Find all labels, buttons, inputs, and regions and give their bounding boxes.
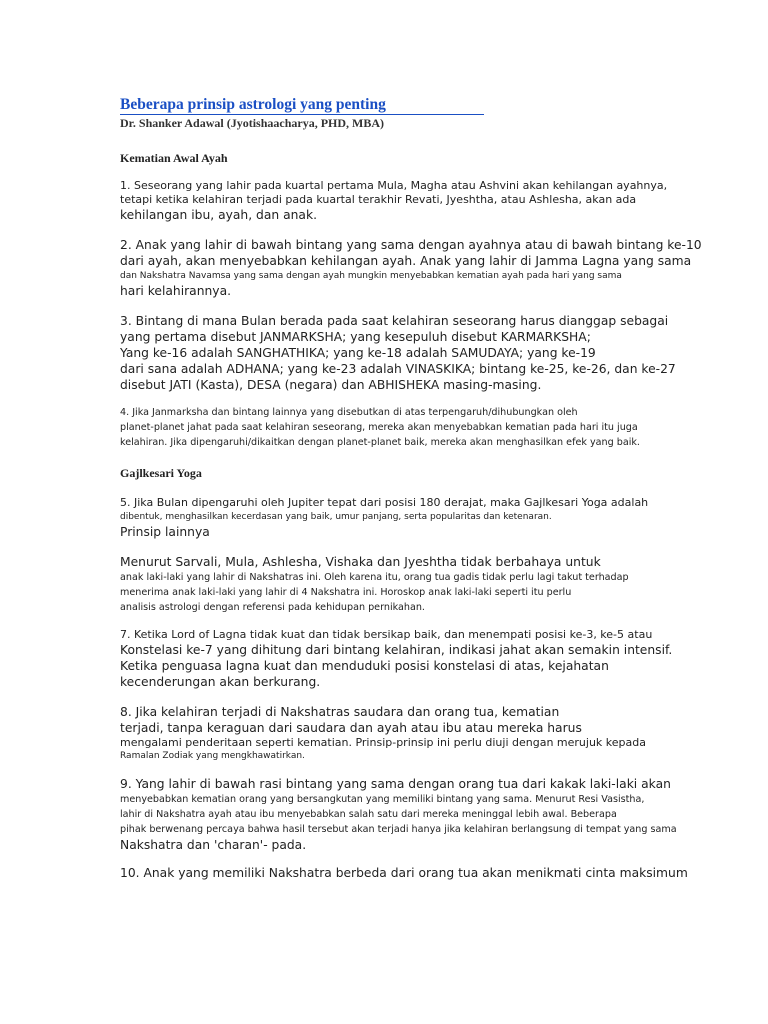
paragraph-line: 4. Jika Janmarksha dan bintang lainnya yang disebutkan di atas terpengaruh/dihubungkan oleh xyxy=(120,407,578,418)
paragraph-5 xyxy=(120,495,720,540)
paragraph-line: kecenderungan akan berkurang. xyxy=(120,675,321,689)
paragraph-line: dan Nakshatra Navamsa yang sama dengan ayah mungkin menyebabkan kematian ayah pada hari yang sama xyxy=(120,271,622,281)
paragraph-line: Ketika penguasa lagna kuat dan menduduki posisi konstelasi di atas, kejahatan xyxy=(120,659,609,673)
paragraph-line: 7. Ketika Lord of Lagna tidak kuat dan tidak bersikap baik, dan menempati posisi ke-3, ke-5 atau xyxy=(120,628,653,641)
paragraph-9 xyxy=(120,776,720,853)
paragraph-line: Prinsip lainnya xyxy=(120,525,210,539)
author-line: Dr. Shanker Adawal (Jyotishaacharya, PHD, MBA) xyxy=(120,116,385,130)
title-block xyxy=(120,96,720,116)
document-title: Beberapa prinsip astrologi yang penting xyxy=(120,96,386,113)
paragraph-4 xyxy=(120,405,720,450)
paragraph-line: 10. Anak yang memiliki Nakshatra berbeda dari orang tua akan menikmati cinta maksimum xyxy=(120,866,688,880)
paragraph-line: 8. Jika kelahiran terjadi di Nakshatras saudara dan orang tua, kematian xyxy=(120,705,560,719)
paragraph-line: Menurut Sarvali, Mula, Ashlesha, Vishaka dan Jyeshtha tidak berbahaya untuk xyxy=(120,555,601,569)
paragraph-line: yang pertama disebut JANMARKSHA; yang kesepuluh disebut KARMARKSHA; xyxy=(120,330,591,344)
paragraph-3 xyxy=(120,313,720,393)
paragraph-line: pihak berwenang percaya bahwa hasil tersebut akan terjadi hanya jika kelahiran berlangsung di tempat yang sama xyxy=(120,824,677,835)
document-page xyxy=(120,96,720,881)
paragraph-line: 1. Seseorang yang lahir pada kuartal pertama Mula, Magha atau Ashvini akan kehilangan ayahnya, xyxy=(120,179,668,192)
paragraph-line: tetapi ketika kelahiran terjadi pada kuartal terakhir Revati, Jyeshtha, atau Ashlesha, akan ada xyxy=(120,193,637,206)
paragraph-line: hari kelahirannya. xyxy=(120,284,232,298)
paragraph-line: kehilangan ibu, ayah, dan anak. xyxy=(120,208,317,222)
paragraph-line: anak laki-laki yang lahir di Nakshatras ini. Oleh karena itu, orang tua gadis tidak perlu lagi takut terhadap xyxy=(120,572,629,583)
section-heading-gajlkesari: Gajlkesari Yoga xyxy=(120,466,202,480)
paragraph-2 xyxy=(120,237,720,299)
paragraph-1 xyxy=(120,179,720,223)
paragraph-line: 2. Anak yang lahir di bawah bintang yang sama dengan ayahnya atau di bawah bintang ke-10 xyxy=(120,238,702,252)
paragraph-line: Konstelasi ke-7 yang dihitung dari bintang kelahiran, indikasi jahat akan semakin intensif. xyxy=(120,643,673,657)
paragraph-line: 5. Jika Bulan dipengaruhi oleh Jupiter tepat dari posisi 180 derajat, maka Gajlkesari Yoga adalah xyxy=(120,496,649,509)
paragraph-line: menyebabkan kematian orang yang bersangkutan yang memiliki bintang yang sama. Menurut Resi Vasistha, xyxy=(120,794,645,805)
paragraph-10 xyxy=(120,865,720,881)
paragraph-8 xyxy=(120,704,720,762)
paragraph-line: lahir di Nakshatra ayah atau ibu menyebabkan salah satu dari mereka meninggal lebih awal. Beberapa xyxy=(120,809,617,820)
title-underline xyxy=(120,114,484,115)
paragraph-line: Ramalan Zodiak yang mengkhawatirkan. xyxy=(120,751,305,761)
paragraph-line: Yang ke-16 adalah SANGHATHIKA; yang ke-18 adalah SAMUDAYA; yang ke-19 xyxy=(120,346,596,360)
paragraph-line: dibentuk, menghasilkan kecerdasan yang baik, umur panjang, serta popularitas dan ketenaran. xyxy=(120,512,552,522)
paragraph-line: dari ayah, akan menyebabkan kehilangan ayah. Anak yang lahir di Jamma Lagna yang sama xyxy=(120,254,692,268)
paragraph-line: 3. Bintang di mana Bulan berada pada saat kelahiran seseorang harus dianggap sebagai xyxy=(120,314,669,328)
paragraph-7 xyxy=(120,628,720,690)
paragraph-line: dari sana adalah ADHANA; yang ke-23 adalah VINASKIKA; bintang ke-25, ke-26, dan ke-27 xyxy=(120,362,676,376)
paragraph-line: menerima anak laki-laki yang lahir di 4 Nakshatra ini. Horoskop anak laki-laki seperti itu perlu xyxy=(120,587,572,598)
paragraph-line: disebut JATI (Kasta), DESA (negara) dan ABHISHEKA masing-masing. xyxy=(120,378,542,392)
paragraph-line: Nakshatra dan 'charan'- pada. xyxy=(120,838,307,852)
paragraph-line: mengalami penderitaan seperti kematian. Prinsip-prinsip ini perlu diuji dengan merujuk kepada xyxy=(120,736,646,749)
paragraph-line: planet-planet jahat pada saat kelahiran seseorang, mereka akan menyebabkan kematian pada hari itu juga xyxy=(120,422,638,433)
paragraph-line: kelahiran. Jika dipengaruhi/dikaitkan dengan planet-planet baik, mereka akan menghasilkan efek yang baik. xyxy=(120,437,640,448)
section-heading-kematian: Kematian Awal Ayah xyxy=(120,151,228,165)
paragraph-6 xyxy=(120,554,720,615)
paragraph-line: analisis astrologi dengan referensi pada kehidupan pernikahan. xyxy=(120,602,425,613)
paragraph-line: 9. Yang lahir di bawah rasi bintang yang sama dengan orang tua dari kakak laki-laki akan xyxy=(120,777,671,791)
paragraph-line: terjadi, tanpa keraguan dari saudara dan ayah atau ibu atau mereka harus xyxy=(120,721,582,735)
